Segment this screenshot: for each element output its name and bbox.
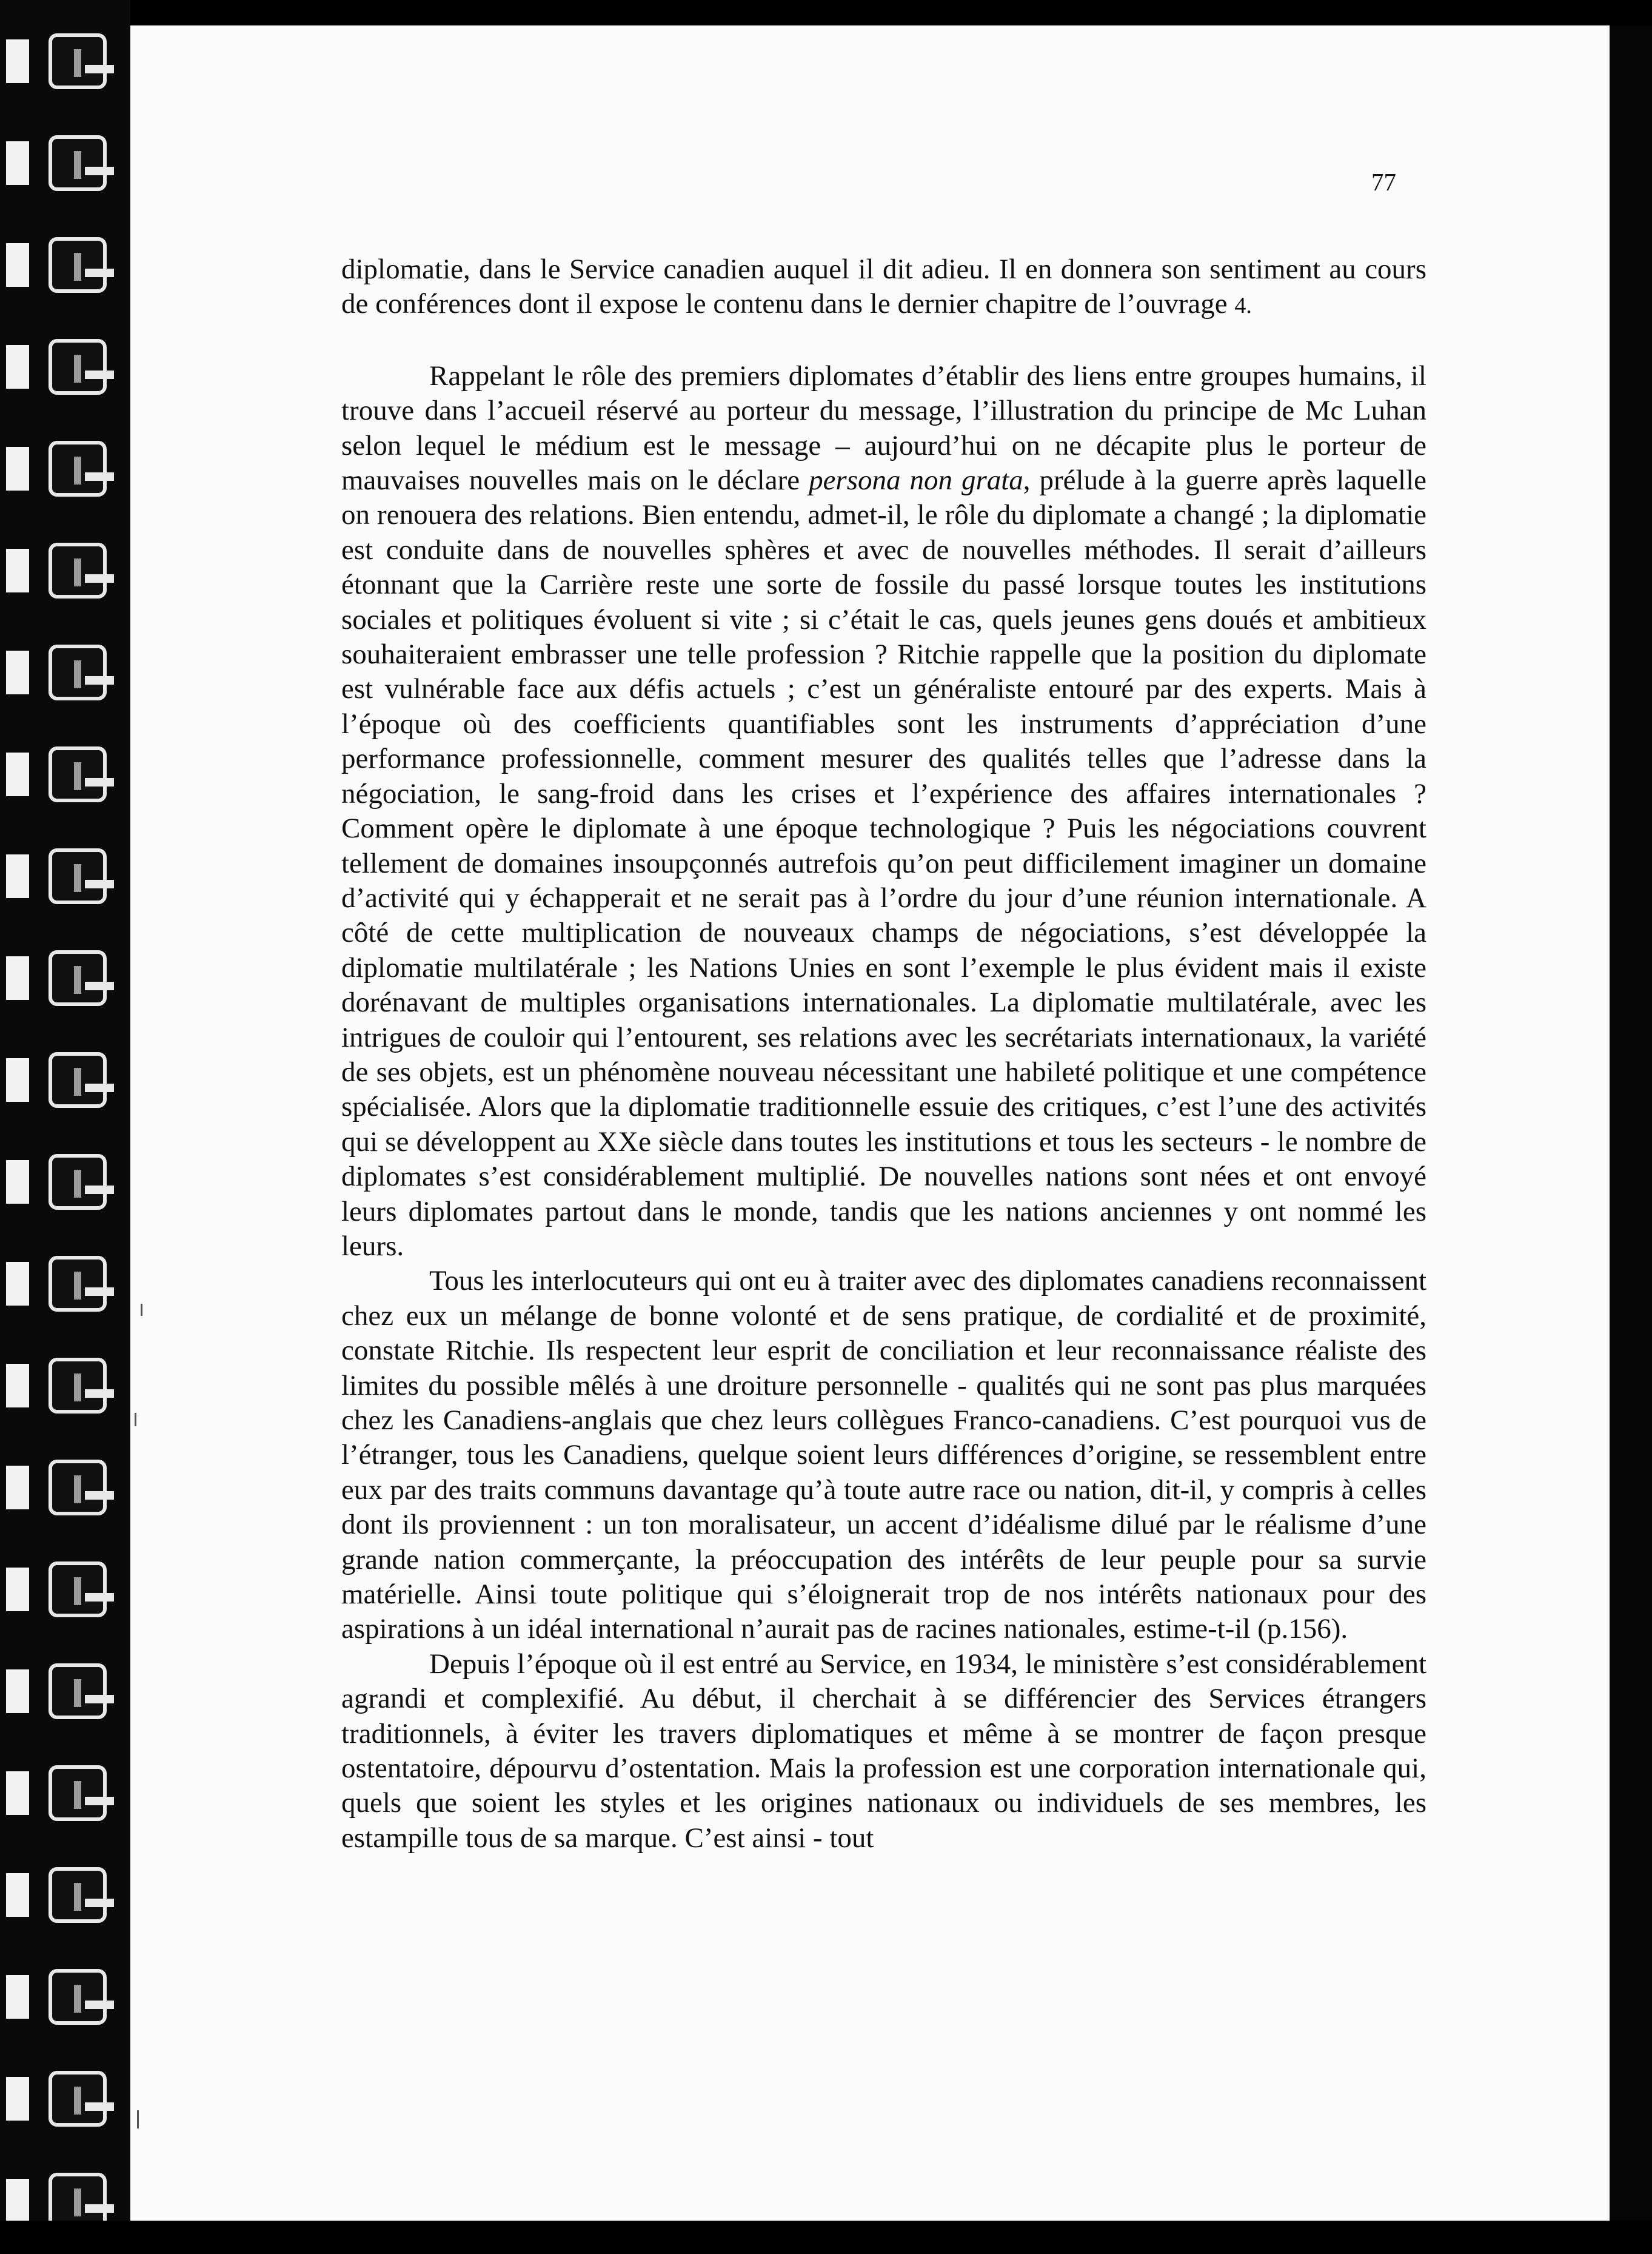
paragraph-1-text: diplomatie, dans le Service canadien auquel il dit adieu. Il en donnera son sentiment au cours de conférences dont il expose le contenu dans le dernier chapitre de l’ouvrage — [341, 253, 1426, 320]
paragraph-3: Tous les interlocuteurs qui ont eu à traiter avec des diplomates canadiens reconnaissent chez eux un mélange de bonne volonté et de sens pratique, de cordialité et de proximité, constate Ritchie. Ils respectent leur esprit de conciliation et leur reconnaissance réaliste des limites du possible mêlés à une droiture personnelle - qualités qui ne sont pas plus marquées chez les Canadiens-anglais que chez leurs collègues Franco-canadiens. C’est pourquoi vus de l’étranger, tous les Canadiens, quelque soient leurs différences d’origine, se ressemblent entre eux par des traits communs davantage qu’à toute autre race ou nation, dit-il, y compris à celles dont ils proviennent : un ton moralisateur, un accent d’idéalisme dilué par le réalisme d’une grande nation commerçante, la préoccupation des intérêts de leur peuple pour sa survie matérielle. Ainsi toute politique qui s’éloignerait trop de nos intérêts nationaux pour des aspirations à un idéal international n’aurait pas de racines nationales, estime-t-il (p.156). — [341, 1265, 1426, 1645]
binding-coil — [6, 543, 115, 599]
binding-coil — [6, 1765, 115, 1821]
binding-coil — [6, 1460, 115, 1515]
binding-coil — [6, 135, 115, 191]
footnote-reference: 4. — [1234, 293, 1252, 319]
paragraph-1 — [341, 252, 1426, 324]
scan-speck — [141, 1304, 142, 1316]
scan-speck — [137, 2110, 139, 2128]
paragraph-2-italic: persona non grata — [809, 465, 1023, 497]
binding-coil — [6, 1867, 115, 1923]
binding-coil — [6, 1561, 115, 1617]
page-number: 77 — [1371, 168, 1396, 196]
spiral-binding — [0, 0, 130, 2254]
bottom-edge — [0, 2221, 1652, 2254]
binding-coil — [6, 1358, 115, 1414]
page-edge-shadow — [1610, 25, 1652, 2221]
body-text — [341, 252, 1426, 1856]
binding-coil — [6, 950, 115, 1006]
binding-coil — [6, 339, 115, 395]
binding-coil — [6, 848, 115, 904]
paragraph-2 — [341, 359, 1426, 1264]
binding-coil — [6, 237, 115, 293]
binding-coil — [6, 1663, 115, 1719]
binding-coil — [6, 2071, 115, 2127]
paragraph-4: Depuis l’époque où il est entré au Service, en 1934, le ministère s’est considérablement agrandi et complexifié. Au début, il cherchait à se différencier des Services étrangers traditionnels, à éviter les travers diplomatiques et même à se montrer de façon presque ostentatoire, dépourvu d’ostentation. Mais la profession est une corporation internationale qui, quels que soient les styles et les origines nationaux ou individuels de ses membres, les estampille tous de sa marque. C’est ainsi - tout — [341, 1648, 1426, 1854]
binding-coil — [6, 1256, 115, 1312]
binding-coil — [6, 1052, 115, 1108]
binding-coil — [6, 1154, 115, 1210]
binding-coil — [6, 441, 115, 497]
paragraph-2-text-a: Rappelant le rôle des premiers diplomates d’établir des liens entre groupes humains, il trouve dans l’accueil réservé au porteur du message, l’illustration du principe de Mc Luhan selon lequel le médium est le message – aujourd’hui on ne décapite plus le porteur de mauvaises nouvelles mais on le déclare — [341, 360, 1426, 497]
binding-coil — [6, 645, 115, 700]
binding-coil — [6, 746, 115, 802]
paragraph-2-text-b: , prélude à la guerre après laquelle on renouera des relations. Bien entendu, admet-il, le rôle du diplomate a changé ; la diplomatie est conduite dans de nouvelles sphères et avec de nouvelles méthodes. Il serait d’ailleurs étonnant que la Carrière reste une sorte de fossile du passé lorsque toutes les institutions sociales et politiques évoluent si vite ; si c’était le cas, quels jeunes gens doués et ambitieux souhaiteraient embrasser une telle profession ? Ritchie rappelle que la position du diplomate est vulnérable face aux défis actuels ; c’est un généraliste entouré par des experts. Mais à l’époque où des coefficients quantifiables sont les instruments d’appréciation d’une performance professionnelle, comment mesurer des qualités telles que l’adresse dans la négociation, le sang-froid dans les crises et l’expérience des affaires internationales ? Comment opère le diplomate à une époque technologique ? Puis les négociations couvrent tellement de domaines insoupçonnés autrefois qu’on peut difficilement imaginer un domaine d’activité qui y échapperait et ne serait pas à l’ordre du jour d’une réunion internationale. A côté de cette multiplication de nouveaux champs de négociations, s’est développée la diplomatie multilatérale ; les Nations Unies en sont l’exemple le plus évident mais il existe dorénavant de multiples organisations internationales. La diplomatie multilatérale, avec les intrigues de couloir qui l’entourent, ses relations avec les secrétariats internationaux, la variété de ses objets, est un phénomène nouveau nécessitant une habileté politique et une compétence spécialisée. Alors que la diplomatie traditionnelle essuie des critiques, c’est l’une des activités qui se développent au XXe siècle dans toutes les institutions et tous les secteurs - le nombre de diplomates s’est considérablement multiplié. De nouvelles nations sont nées et ont envoyé leurs diplomates partout dans le monde, tandis que les nations anciennes y ont nommé les leurs. — [341, 465, 1427, 1262]
scan-speck — [135, 1413, 136, 1426]
binding-coil — [6, 1969, 115, 2025]
binding-coil — [6, 33, 115, 89]
